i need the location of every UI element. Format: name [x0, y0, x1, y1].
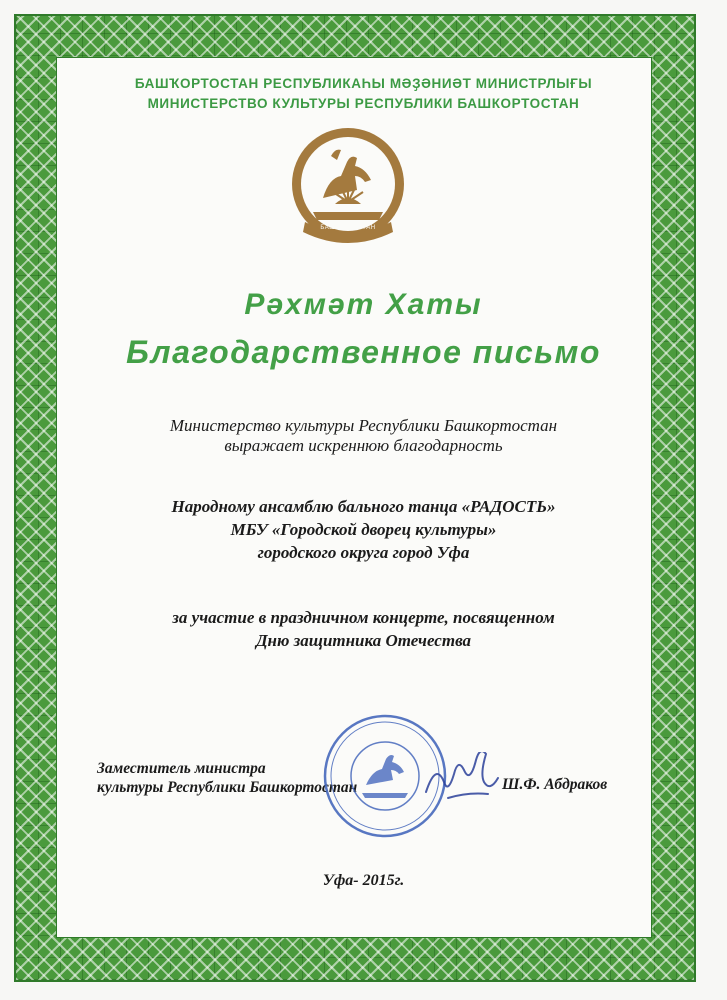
- signer-name: Ш.Ф. Абдраков: [502, 776, 608, 793]
- place-and-date: Уфа- 2015г.: [322, 872, 405, 889]
- recipient-line-1: Народному ансамблю бального танца «РАДОСТЬ»: [171, 497, 556, 516]
- recipient-line-3: городского округа город Уфа: [257, 543, 470, 562]
- reason-line-2: Дню защитника Отечества: [255, 631, 472, 650]
- from-line-1: Министерство культуры Республики Башкортостан: [169, 416, 558, 435]
- title-bashkir: Рәхмәт Хаты: [244, 288, 483, 321]
- recipient-line-2: МБУ «Городской дворец культуры»: [230, 520, 497, 539]
- reason-line-1: за участие в праздничном концерте, посвященном: [172, 608, 555, 627]
- from-line-2: выражает искреннюю благодарность: [224, 436, 503, 455]
- coat-of-arms-icon: [283, 126, 413, 252]
- ministry-name-russian: МИНИСТЕРСТВО КУЛЬТУРЫ РЕСПУБЛИКИ БАШКОРТОСТАН: [147, 96, 580, 111]
- handwritten-signature: [418, 752, 508, 812]
- ministry-name-bashkir: БАШҠОРТОСТАН РЕСПУБЛИКАҺЫ МӘҘӘНИӘТ МИНИСТРЛЫҒЫ: [134, 76, 593, 91]
- title-russian: Благодарственное письмо: [126, 334, 601, 370]
- emblem-ribbon-text: БАШКОРТОСТАН: [320, 225, 376, 231]
- signer-position-line-1: Заместитель министра: [97, 760, 266, 777]
- signer-position-line-2: культуры Республики Башкортостан: [97, 779, 358, 796]
